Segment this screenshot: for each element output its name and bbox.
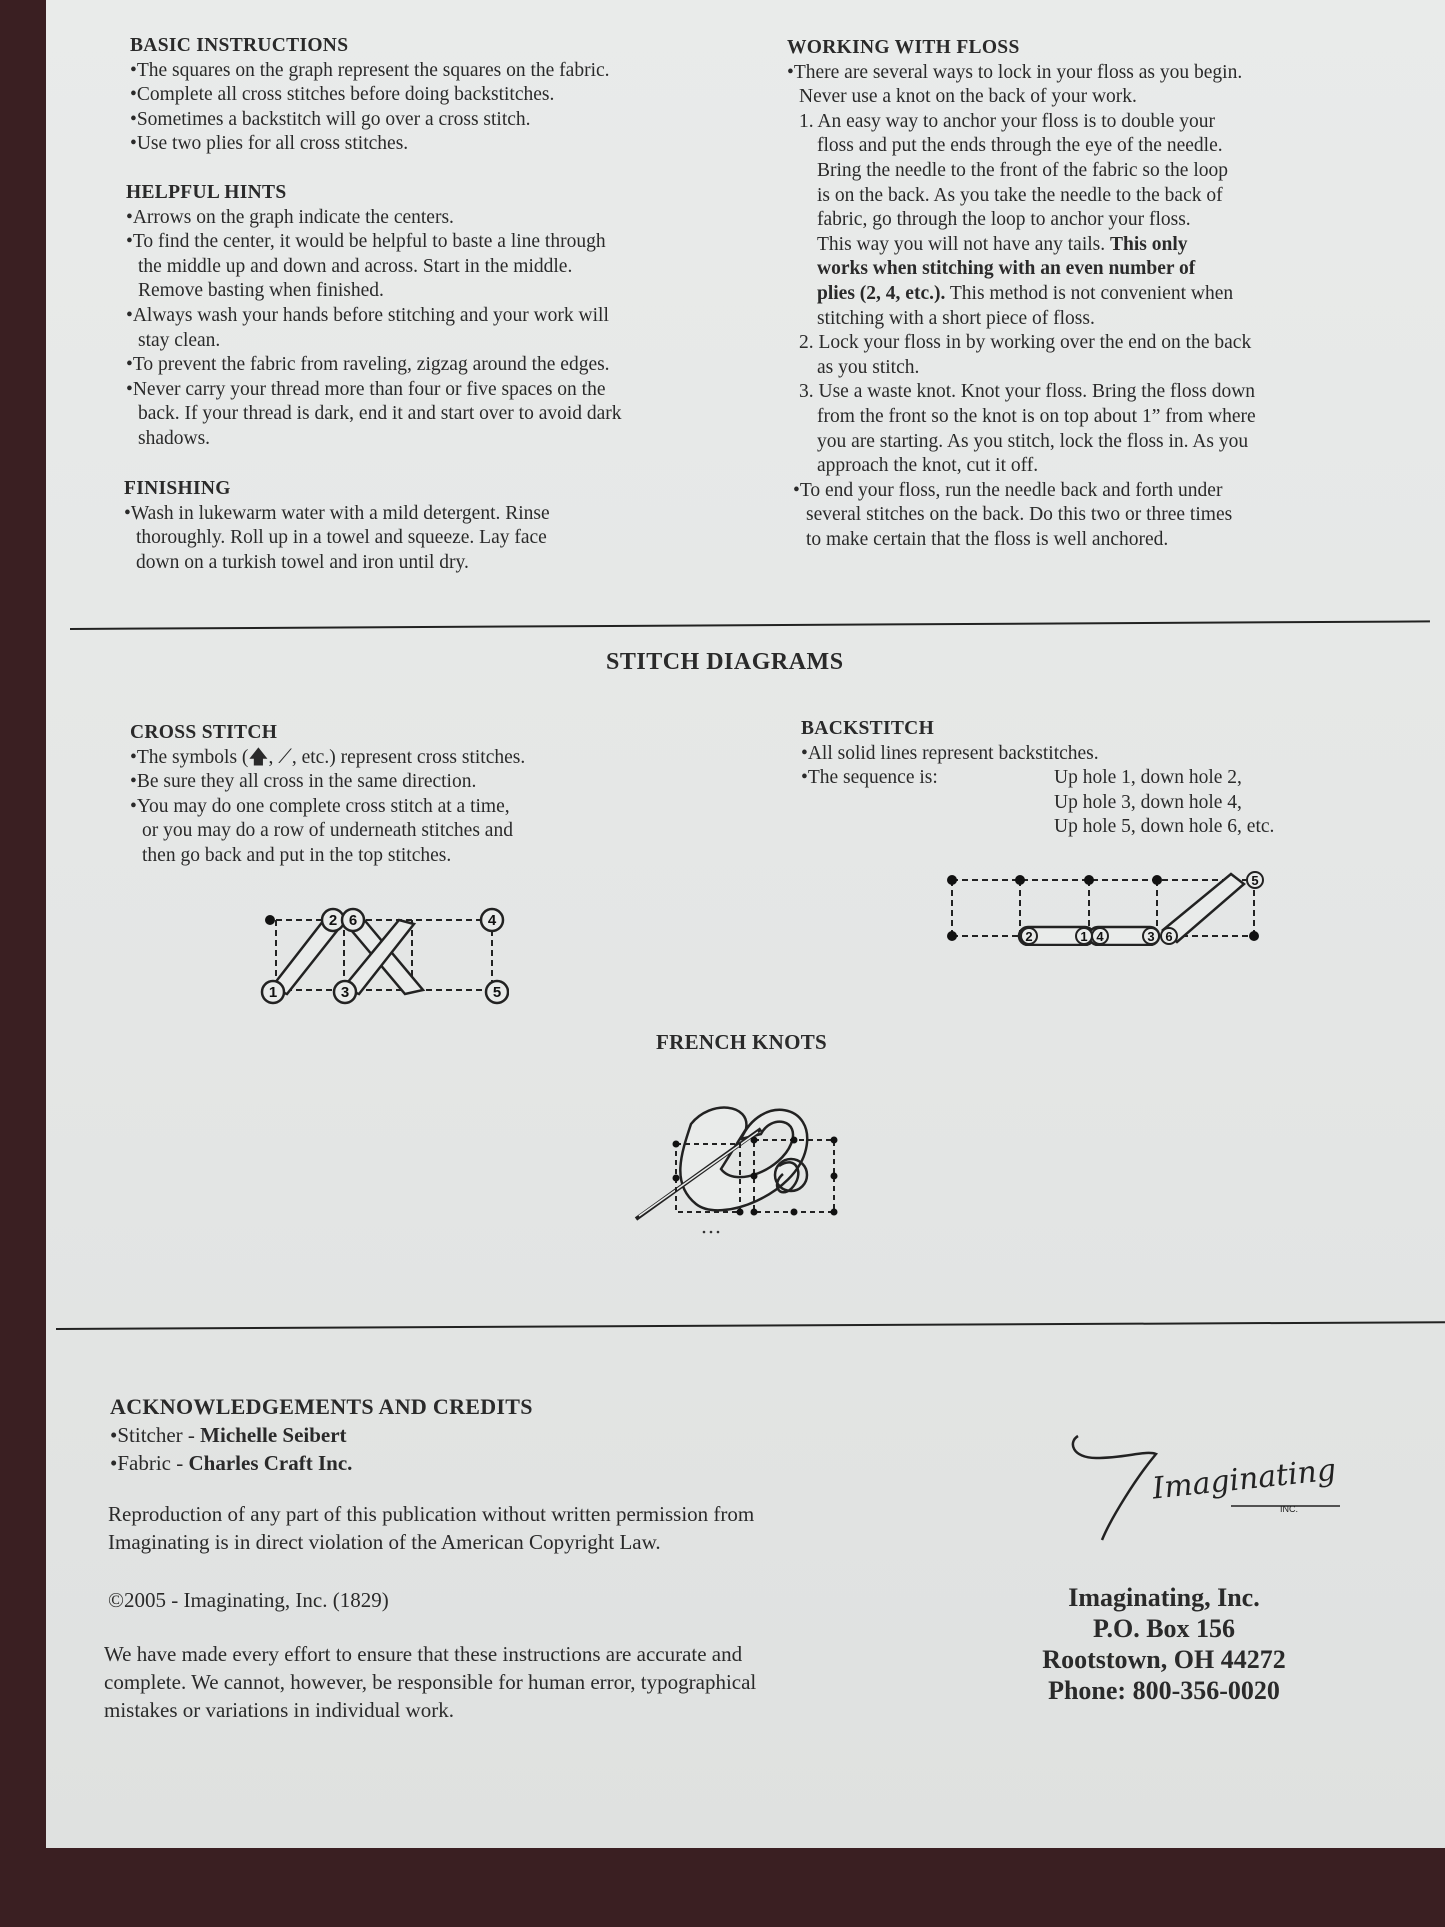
company-phone: Phone: 800-356-0020 [1048,1676,1280,1705]
hole-label: 3 [1147,929,1155,944]
backstitch-sequence [801,766,1441,840]
cross-stitch-diagram [249,902,509,1012]
working-with-floss-section [787,36,1407,552]
floss-step: This way you will not have any tails. This only [817,233,1188,255]
floss-step: you are starting. As you stitch, lock the floss in. As you [817,430,1249,452]
helpful-hints-section [126,181,786,452]
french-knots-heading: FRENCH KNOTS [656,1030,828,1054]
backstitch-line: •All solid lines represent backstitches. [801,742,1099,764]
arrow-up-symbol-icon: 🡅 [248,746,269,768]
credit-stitcher: •Stitcher - Michelle Seibert [110,1423,347,1447]
backstitch-diagram [941,866,1271,946]
hint-line: •Always wash your hands before stitching and your work will [126,304,609,326]
basic-instructions-section [130,34,770,157]
basic-instructions-heading: BASIC INSTRUCTIONS [130,35,349,56]
floss-step: fabric, go through the loop to anchor your floss. [817,209,1191,231]
floss-step: is on the back. As you take the needle to the back of [817,184,1223,206]
hint-line: shadows. [138,427,211,449]
sequence-step: Up hole 5, down hole 6, etc. [1054,816,1275,838]
backstitch-section [801,717,1441,840]
cross-stitch-line: •Be sure they all cross in the same direction. [130,771,477,793]
hole-label: 4 [1096,929,1104,944]
floss-line: Never use a knot on the back of your work. [799,86,1137,108]
cross-stitch-line: •The symbols (🡅, ⟋, etc.) represent cross stitches. [130,746,526,768]
hint-line: •To find the center, it would be helpful to baste a line through [126,231,606,253]
cross-stitch-section [130,721,730,869]
hole-label: 2 [328,912,338,929]
floss-line: several stitches on the back. Do this two or three times [806,504,1233,526]
slash-symbol-icon: ⟋ [278,746,292,768]
floss-line: to make certain that the floss is well anchored. [806,528,1169,550]
credits-section [110,1393,910,1477]
floss-step: 2. Lock your floss in by working over the end on the back [799,332,1252,354]
floss-step: 3. Use a waste knot. Knot your floss. Bring the floss down [799,381,1256,403]
hole-label: 5 [1251,873,1259,888]
floss-step: plies (2, 4, etc.). This method is not convenient when [817,282,1234,304]
finishing-heading: FINISHING [124,478,231,499]
basic-item: •Complete all cross stitches before doing backstitches. [130,84,555,106]
floss-step: Bring the needle to the front of the fabric so the loop [817,159,1229,181]
hole-label: 2 [1025,929,1033,944]
floss-heading: WORKING WITH FLOSS [787,37,1020,58]
section-divider [56,1321,1445,1330]
cross-stitch-line: •You may do one complete cross stitch at a time, [130,795,510,817]
instruction-sheet [46,0,1445,1848]
basic-item: •Sometimes a backstitch will go over a cross stitch. [130,108,531,130]
hole-label: 3 [340,984,350,1001]
finishing-line: thoroughly. Roll up in a towel and squeeze. Lay face [136,527,547,549]
section-divider [70,620,1430,630]
floss-step: as you stitch. [817,356,920,378]
company-city: Rootstown, OH 44272 [1042,1645,1286,1674]
company-address [1014,1582,1314,1706]
cross-stitch-line: then go back and put in the top stitches. [142,844,452,866]
logo-inc: INC. [1280,1504,1298,1514]
stitch-diagrams-title: STITCH DIAGRAMS [606,649,844,675]
floss-step: floss and put the ends through the eye of the needle. [817,135,1223,157]
disclaimer-notice: We have made every effort to ensure that these instructions are accurate and complete. We cannot, however, be responsible for human error, typographical mistakes or variations in individual work. [104,1642,757,1722]
hole-label: 5 [492,984,502,1001]
floss-step: 1. An easy way to anchor your floss is to double your [799,110,1215,132]
hint-line: the middle up and down and across. Start in the middle. [138,255,573,277]
hole-label: 6 [1165,929,1173,944]
hole-dot [265,915,275,925]
reproduction-notice: Reproduction of any part of this publication without written permission from Imaginating is in direct violation of the American Copyright Law. [108,1502,755,1554]
imaginating-logo [1066,1428,1356,1548]
hint-line: •Arrows on the graph indicate the centers. [126,206,454,228]
helpful-hints-heading: HELPFUL HINTS [126,182,287,203]
backstitch-heading: BACKSTITCH [801,718,935,739]
finishing-section [124,477,744,575]
company-po-box: P.O. Box 156 [1092,1614,1236,1643]
cross-stitch-line: or you may do a row of underneath stitches and [142,820,513,842]
copyright-notice: ©2005 - Imaginating, Inc. (1829) [108,1588,389,1612]
hint-line: •Never carry your thread more than four or five spaces on the [126,378,606,400]
finishing-line: •Wash in lukewarm water with a mild detergent. Rinse [124,502,550,524]
floss-line: •To end your floss, run the needle back and forth under [793,479,1223,501]
hint-line: Remove basting when finished. [138,280,384,302]
finishing-line: down on a turkish towel and iron until dry. [136,551,469,573]
logo-wordmark: Imaginating [1150,1452,1338,1507]
credits-heading: ACKNOWLEDGEMENTS AND CREDITS [110,1394,533,1419]
floss-line: •There are several ways to lock in your floss as you begin. [787,61,1243,83]
floss-step: from the front so the knot is on top about 1” from where [817,405,1256,427]
company-name: Imaginating, Inc. [1068,1583,1260,1612]
hole-label: 1 [1080,929,1088,944]
hole-label: 4 [487,912,497,929]
floss-step: works when stitching with an even number of [817,258,1196,280]
floss-step: approach the knot, cut it off. [817,455,1039,477]
hint-line: back. If your thread is dark, end it and start over to avoid dark [138,403,622,425]
hint-line: •To prevent the fabric from raveling, zigzag around the edges. [126,354,610,376]
hole-label: 6 [348,912,358,929]
cross-stitch-heading: CROSS STITCH [130,722,278,743]
sequence-label: •The sequence is: [801,767,938,789]
basic-item: •The squares on the graph represent the squares on the fabric. [130,59,610,81]
hint-line: stay clean. [138,329,221,351]
credit-fabric: •Fabric - Charles Craft Inc. [110,1451,353,1475]
hole-label: 1 [268,984,278,1001]
sequence-step: Up hole 1, down hole 2, [1054,767,1242,789]
floss-step: stitching with a short piece of floss. [817,307,1095,329]
basic-item: •Use two plies for all cross stitches. [130,133,409,155]
french-knots-diagram [601,1094,951,1244]
sequence-step: Up hole 3, down hole 4, [1054,791,1242,813]
